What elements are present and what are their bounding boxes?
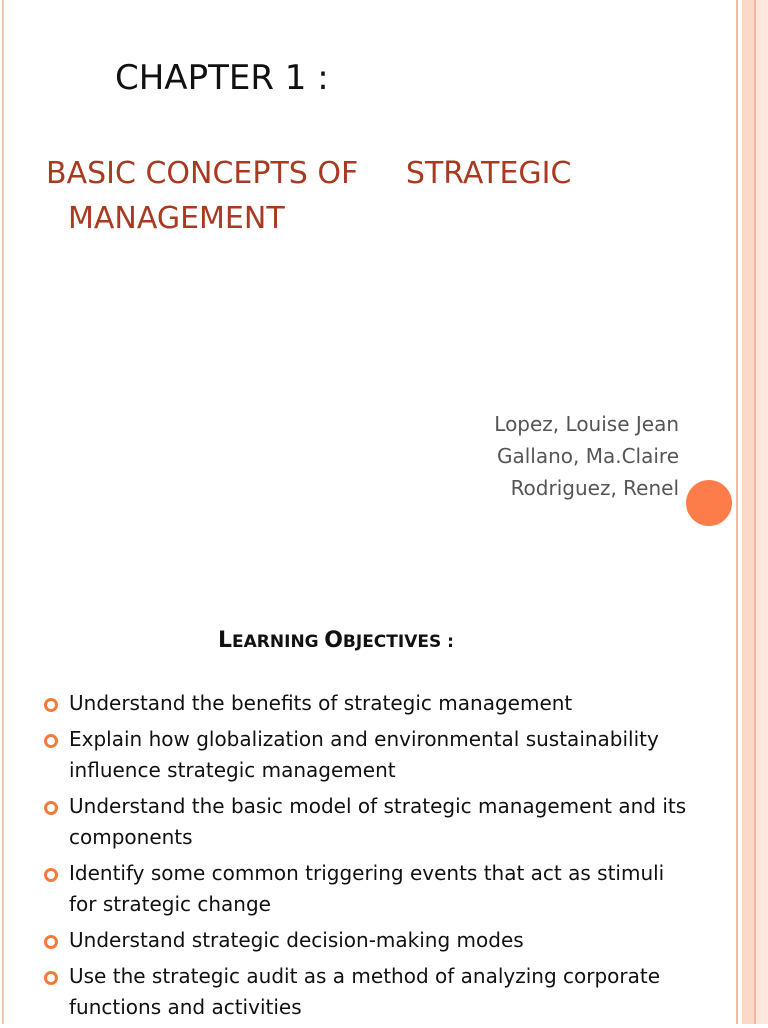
slide-divider [0, 560, 732, 562]
slide-title-line-1: BASIC CONCEPTS OF STRATEGIC [46, 156, 572, 191]
slide-title-line-2: MANAGEMENT [68, 201, 285, 236]
author-name: Rodriguez, Renel [510, 476, 679, 500]
heading-rest: EARNING [232, 632, 319, 652]
list-item [44, 925, 694, 956]
heading-initial: O [324, 628, 343, 653]
chapter-heading: CHAPTER 1 : [115, 58, 329, 98]
objective-text: Explain how globalization and environmental sustainability influence strategic management [69, 727, 659, 782]
orange-dot-icon [686, 480, 732, 526]
hollow-circle-bullet-icon [44, 971, 58, 985]
hollow-circle-bullet-icon [44, 698, 58, 712]
objective-text: Understand the basic model of strategic management and its components [69, 794, 687, 849]
hollow-circle-bullet-icon [44, 801, 58, 815]
hollow-circle-bullet-icon [44, 868, 58, 882]
objective-text: Identify some common triggering events that act as stimuli for strategic change [69, 861, 665, 916]
objective-text: Understand the benefits of strategic management [69, 691, 573, 715]
heading-rest: BJECTIVES : [342, 632, 454, 652]
author-name: Lopez, Louise Jean [494, 412, 679, 436]
hollow-circle-bullet-icon [44, 734, 58, 748]
author-name: Gallano, Ma.Claire [496, 444, 679, 468]
list-item [44, 791, 694, 853]
objectives-list [44, 688, 694, 1028]
list-item [44, 688, 694, 719]
right-border-decoration [732, 0, 768, 1024]
list-item [44, 961, 694, 1023]
objective-text: Use the strategic audit as a method of analyzing corporate functions and activities [69, 964, 661, 1019]
learning-objectives-heading [218, 628, 454, 653]
list-item [44, 858, 694, 920]
heading-initial: L [218, 628, 233, 653]
objective-text: Understand strategic decision-making modes [69, 928, 524, 952]
hollow-circle-bullet-icon [44, 935, 58, 949]
author-list [494, 408, 679, 504]
list-item [44, 724, 694, 786]
